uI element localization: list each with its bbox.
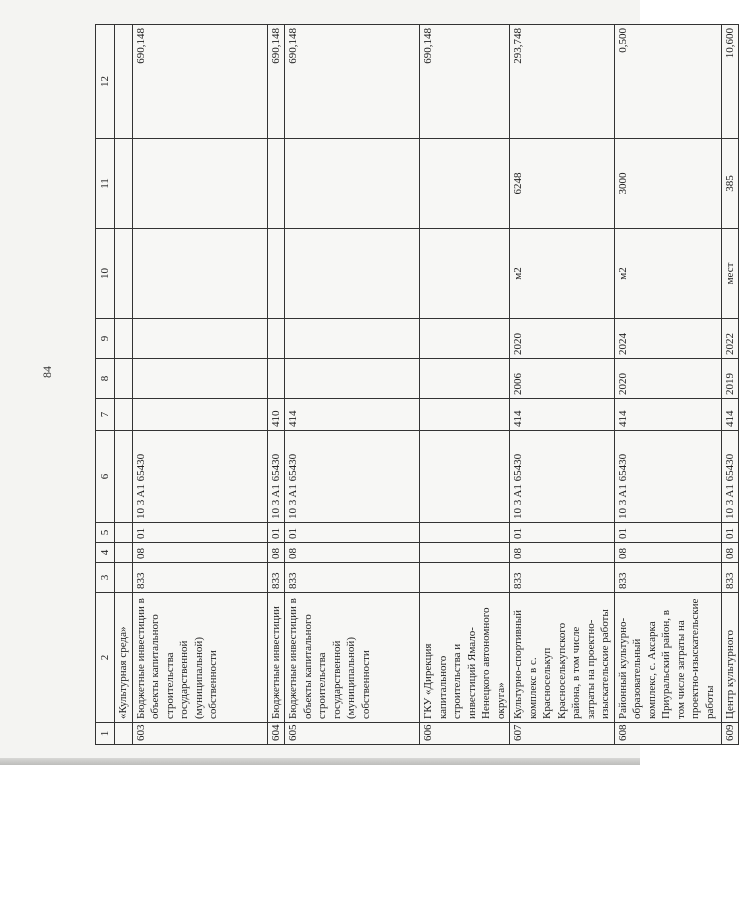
cell: 414 <box>721 399 739 431</box>
cell <box>267 229 285 319</box>
table-row <box>132 25 267 745</box>
cell: 10 3 A1 65430 <box>132 431 267 523</box>
row-number: 604 <box>267 723 285 745</box>
cell <box>420 399 510 431</box>
table-row <box>420 25 510 745</box>
cell <box>420 523 510 543</box>
cell: 08 <box>614 543 721 563</box>
cell <box>420 229 510 319</box>
page-number: 84 <box>40 366 54 378</box>
cell-amount: 690,148 <box>132 25 267 139</box>
cell <box>132 359 267 399</box>
cell: 01 <box>132 523 267 543</box>
cell: мест <box>721 229 739 319</box>
cell: 2019 <box>721 359 739 399</box>
col-header-8: 8 <box>96 359 115 399</box>
row-description: Бюджетные инвестиции в объекты капитального строительства государственной (муниципальной) собственности <box>285 593 420 723</box>
table-row <box>267 25 285 745</box>
cell: 6248 <box>510 139 615 229</box>
cell: 3000 <box>614 139 721 229</box>
cell: 2024 <box>614 319 721 359</box>
col-header-6: 6 <box>96 431 115 523</box>
row-number: 607 <box>510 723 615 745</box>
row-number: 608 <box>614 723 721 745</box>
cell: 01 <box>285 523 420 543</box>
table-row <box>510 25 615 745</box>
cell: 01 <box>614 523 721 543</box>
cell: 10 3 A1 65430 <box>614 431 721 523</box>
section-row <box>115 25 133 745</box>
cell: 833 <box>132 563 267 593</box>
cell <box>285 229 420 319</box>
col-header-2: 2 <box>96 593 115 723</box>
scan-bottom-edge <box>0 758 640 765</box>
cell <box>420 563 510 593</box>
cell: 2020 <box>614 359 721 399</box>
cell: 08 <box>510 543 615 563</box>
row-description: Культурно-спортивный комплекс в с. Красноселькуп Красноселькупского района, в том числе затраты на проектно-изыскательские работы <box>510 593 615 723</box>
cell: 10 3 A1 65430 <box>510 431 615 523</box>
cell <box>285 319 420 359</box>
cell <box>420 543 510 563</box>
cell-amount: 0,500 <box>614 25 721 139</box>
cell: 2022 <box>721 319 739 359</box>
cell <box>132 229 267 319</box>
cell-amount: 690,148 <box>420 25 510 139</box>
cell: 01 <box>721 523 739 543</box>
col-header-12: 12 <box>96 25 115 139</box>
cell <box>285 139 420 229</box>
cell: 10 3 A1 65430 <box>267 431 285 523</box>
cell: 08 <box>721 543 739 563</box>
row-number: 609 <box>721 723 739 745</box>
cell: 385 <box>721 139 739 229</box>
cell-amount: 690,148 <box>267 25 285 139</box>
cell: 833 <box>510 563 615 593</box>
cell: 414 <box>510 399 615 431</box>
column-number-row <box>96 25 115 745</box>
rotated-table-container <box>95 25 736 745</box>
cell <box>420 319 510 359</box>
col-header-3: 3 <box>96 563 115 593</box>
budget-table <box>95 24 739 745</box>
col-header-9: 9 <box>96 319 115 359</box>
cell: 08 <box>132 543 267 563</box>
cell: 833 <box>721 563 739 593</box>
cell-amount: 293,748 <box>510 25 615 139</box>
cell <box>420 431 510 523</box>
row-number: 603 <box>132 723 267 745</box>
cell: 414 <box>285 399 420 431</box>
cell: 410 <box>267 399 285 431</box>
cell: м2 <box>510 229 615 319</box>
row-description: ГКУ «Дирекция капитального строительства и инвестиций Ямало-Ненецкого автономного округа» <box>420 593 510 723</box>
cell: 2020 <box>510 319 615 359</box>
section-title: «Культурная среда» <box>115 593 133 723</box>
cell <box>267 319 285 359</box>
cell: 10 3 A1 65430 <box>721 431 739 523</box>
row-description: Бюджетные инвестиции <box>267 593 285 723</box>
cell: 833 <box>614 563 721 593</box>
table-row <box>721 25 739 745</box>
cell <box>420 139 510 229</box>
row-description: Районный культурно-образовательный комплекс, с. Аксарка Приуральский район, в том числе затраты на проектно-изыскательские работы <box>614 593 721 723</box>
row-description: Центр культурного <box>721 593 739 723</box>
col-header-5: 5 <box>96 523 115 543</box>
cell: 01 <box>267 523 285 543</box>
cell: 414 <box>614 399 721 431</box>
cell <box>285 359 420 399</box>
col-header-4: 4 <box>96 543 115 563</box>
cell <box>420 359 510 399</box>
cell: 2006 <box>510 359 615 399</box>
cell: 833 <box>267 563 285 593</box>
table-row <box>614 25 721 745</box>
row-description: Бюджетные инвестиции в объекты капитального строительства государственной (муниципальной) собственности <box>132 593 267 723</box>
col-header-7: 7 <box>96 399 115 431</box>
cell: м2 <box>614 229 721 319</box>
col-header-10: 10 <box>96 229 115 319</box>
row-number: 605 <box>285 723 420 745</box>
cell: 01 <box>510 523 615 543</box>
cell: 10 3 A1 65430 <box>285 431 420 523</box>
cell <box>267 359 285 399</box>
table-row <box>285 25 420 745</box>
cell: 833 <box>285 563 420 593</box>
row-number: 606 <box>420 723 510 745</box>
col-header-1: 1 <box>96 723 115 745</box>
cell-amount: 10,600 <box>721 25 739 139</box>
cell-amount: 690,148 <box>285 25 420 139</box>
cell <box>132 319 267 359</box>
cell <box>267 139 285 229</box>
col-header-11: 11 <box>96 139 115 229</box>
cell: 08 <box>267 543 285 563</box>
cell: 08 <box>285 543 420 563</box>
cell <box>132 139 267 229</box>
cell <box>132 399 267 431</box>
